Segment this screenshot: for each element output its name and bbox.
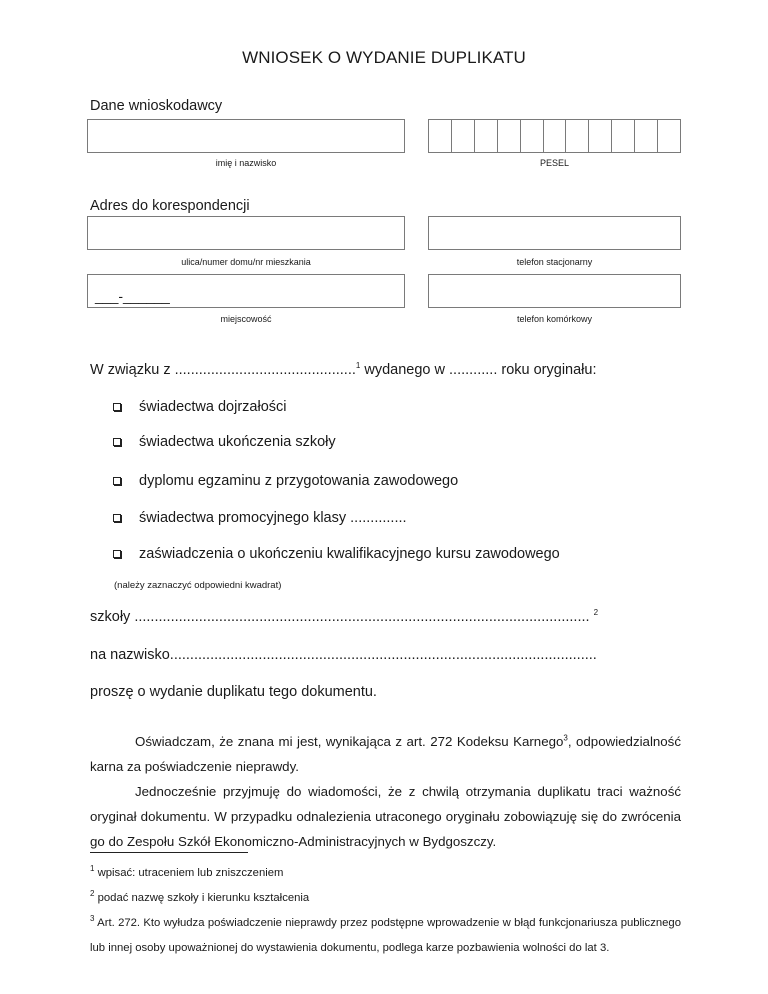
option-item[interactable] xyxy=(113,434,336,450)
declaration-p1-b: , odpowiedzialność karna za poświadczenie nieprawdy. xyxy=(90,734,681,774)
checkbox-icon[interactable] xyxy=(113,514,121,522)
city-caption: miejscowość xyxy=(220,314,272,324)
footnote-number: 3 xyxy=(90,914,95,924)
intro-sentence xyxy=(90,362,597,378)
footnote-text: Art. 272. Kto wyłudza poświadczenie nieprawdy przez podstępne wprowadzenie w błąd funkcjonariusza publicznego lub innej osoby upoważnionej do wystawienia dokumentu, podlega karze pozbawienia wolności do lat 3. xyxy=(90,917,681,954)
checkbox-icon[interactable] xyxy=(113,403,121,411)
option-label: zaświadczenia o ukończeniu kwalifikacyjnego kursu zawodowego xyxy=(139,546,560,562)
request-line: proszę o wydanie duplikatu tego dokumentu. xyxy=(90,684,377,700)
pesel-digit-cell[interactable] xyxy=(498,120,521,152)
declaration-p1-a: Oświadczam, że znana mi jest, wynikająca z art. 272 Kodeksu Karnego xyxy=(135,734,564,749)
footnote-text: wpisać: utraceniem lub zniszczeniem xyxy=(94,867,284,879)
option-item[interactable] xyxy=(113,473,458,489)
checkbox-icon[interactable] xyxy=(113,550,121,558)
footnote-ref-2: 2 xyxy=(593,608,599,618)
footnote-3 xyxy=(90,911,681,961)
pesel-digit-cell[interactable] xyxy=(521,120,544,152)
pesel-digit-cell[interactable] xyxy=(475,120,498,152)
option-label: dyplomu egzaminu z przygotowania zawodowego xyxy=(139,473,459,489)
applicant-heading: Dane wnioskodawcy xyxy=(90,98,223,114)
school-line xyxy=(90,609,598,625)
checkbox-icon[interactable] xyxy=(113,438,121,446)
mobile-caption: telefon komórkowy xyxy=(516,314,593,324)
landline-field[interactable] xyxy=(428,216,681,250)
pesel-digit-cell[interactable] xyxy=(429,120,452,152)
street-field[interactable] xyxy=(87,216,405,250)
declaration-paragraph-2 xyxy=(90,779,681,854)
school-text: szkoły ................................................................................................................. xyxy=(90,609,590,625)
intro-suffix: wydanego w ............ roku oryginału: xyxy=(360,362,597,378)
address-heading: Adres do korespondencji xyxy=(90,198,250,214)
footnote-number: 1 xyxy=(90,864,95,874)
footnote-ref-3: 3 xyxy=(563,733,568,743)
page-title: WNIOSEK O WYDANIE DUPLIKATU xyxy=(242,48,526,67)
pesel-digit-cell[interactable] xyxy=(566,120,589,152)
pesel-digit-cell[interactable] xyxy=(544,120,567,152)
pesel-digit-cell[interactable] xyxy=(658,120,680,152)
footnote-divider xyxy=(90,852,248,853)
pesel-digit-cell[interactable] xyxy=(635,120,658,152)
footnote-ref-1: 1 xyxy=(355,361,361,371)
options-note: (należy zaznaczyć odpowiedni kwadrat) xyxy=(114,580,282,591)
checkbox-icon[interactable] xyxy=(113,477,121,485)
footnote-1 xyxy=(90,861,681,886)
option-label: świadectwa dojrzałości xyxy=(139,399,287,415)
footnote-text: podać nazwę szkoły i kierunku kształcenia xyxy=(94,892,310,904)
option-item[interactable] xyxy=(113,546,560,562)
option-label: świadectwa ukończenia szkoły xyxy=(139,434,336,450)
option-label: świadectwa promocyjnego klasy .............. xyxy=(139,510,407,526)
option-item[interactable] xyxy=(113,399,286,415)
declaration-paragraph-1 xyxy=(90,729,681,779)
postal-code-placeholder: ___-______ xyxy=(95,288,170,304)
pesel-caption: PESEL xyxy=(539,158,570,168)
landline-caption: telefon stacjonarny xyxy=(516,257,593,267)
mobile-field[interactable] xyxy=(428,274,681,308)
surname-line: na nazwisko.......................................................................................................... xyxy=(90,647,597,663)
pesel-digit-cell[interactable] xyxy=(452,120,475,152)
pesel-digit-cell[interactable] xyxy=(612,120,635,152)
footnote-number: 2 xyxy=(90,889,95,899)
city-field[interactable] xyxy=(87,274,405,308)
option-item[interactable] xyxy=(113,510,407,526)
street-caption: ulica/numer domu/nr mieszkania xyxy=(181,257,311,267)
pesel-field[interactable] xyxy=(428,119,681,153)
footnote-2 xyxy=(90,886,681,911)
intro-prefix: W związku z ............................................. xyxy=(90,362,356,378)
name-field[interactable] xyxy=(87,119,405,153)
pesel-digit-cell[interactable] xyxy=(589,120,612,152)
name-caption: imię i nazwisko xyxy=(215,158,277,168)
declaration-p2: Jednocześnie przyjmuję do wiadomości, że z chwilą otrzymania duplikatu traci ważność oryginał dokumentu. W przypadku odnalezienia utraconego oryginału zobowiązuję się do zwrócenia go do Zespołu Szkół Ekonomiczno-Administracyjnych w Bydgoszczy. xyxy=(90,784,681,849)
